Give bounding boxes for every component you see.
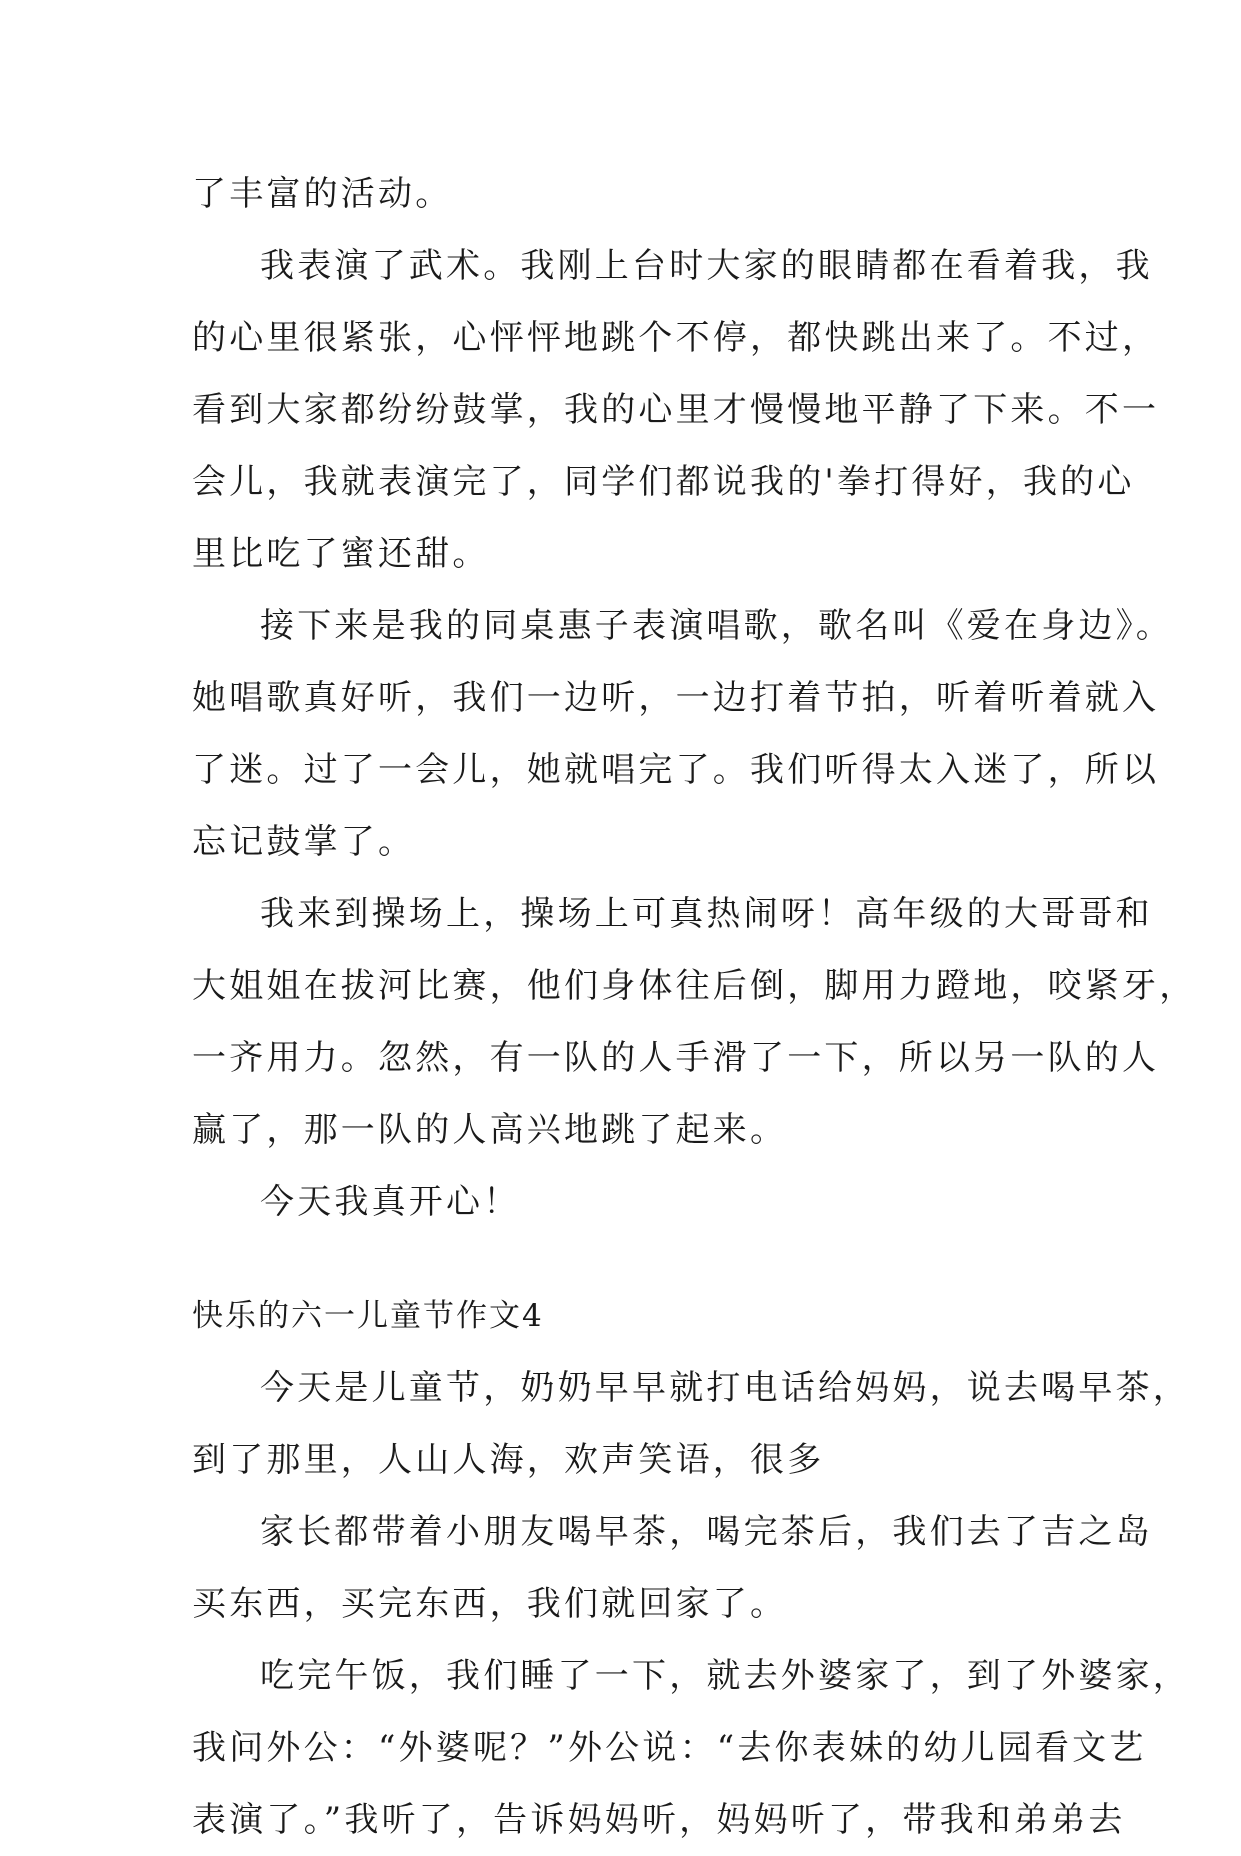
text-line: 到了那里，人山人海，欢声笑语，很多 [192,1440,825,1480]
section-gap [192,1238,1072,1280]
paragraph-start-line: 今天是儿童节，奶奶早早就打电话给妈妈，说去喝早茶， [260,1368,1190,1408]
paragraph-start-line: 我表演了武术。我刚上台时大家的眼睛都在看着我，我 [260,246,1153,286]
paragraph-start-line: 家长都带着小朋友喝早茶，喝完茶后，我们去了吉之岛 [260,1512,1153,1552]
text-line: 买东西，买完东西，我们就回家了。 [192,1584,788,1624]
text-line: 的心里很紧张，心怦怦地跳个不停，都快跳出来了。不过， [192,318,1160,358]
text-line: 一齐用力。忽然，有一队的人手滑了一下，所以另一队的人 [192,1038,1160,1078]
text-line: 会儿，我就表演完了，同学们都说我的'拳打得好，我的心 [192,462,1135,502]
text-line: 了迷。过了一会儿，她就唱完了。我们听得太入迷了，所以 [192,750,1160,790]
text-line: 她唱歌真好听，我们一边听，一边打着节拍，听着听着就入 [192,678,1160,718]
text-line: 看到大家都纷纷鼓掌，我的心里才慢慢地平静了下来。不一 [192,390,1160,430]
text-line: 忘记鼓掌了。 [192,822,416,862]
text-line: 大姐姐在拔河比赛，他们身体往后倒，脚用力蹬地，咬紧牙， [192,966,1197,1006]
paragraph-start-line: 接下来是我的同桌惠子表演唱歌，歌名叫《爱在身边》。 [260,606,1173,646]
text-line: 里比吃了蜜还甜。 [192,534,490,574]
paragraph-start-line: 今天我真开心！ [260,1182,521,1222]
paragraph-start-line: 我来到操场上，操场上可真热闹呀！高年级的大哥哥和 [260,894,1153,934]
text-line: 了丰富的活动。 [192,174,453,214]
text-line: 表演了。”我听了，告诉妈妈听，妈妈听了，带我和弟弟去 [192,1800,1126,1840]
text-line: 我问外公：“外婆呢？”外公说：“去你表妹的幼儿园看文艺 [192,1728,1147,1768]
section-heading: 快乐的六一儿童节作文4 [192,1298,544,1334]
essay-body [192,158,1197,1856]
paragraph-start-line: 吃完午饭，我们睡了一下，就去外婆家了，到了外婆家， [260,1656,1190,1696]
text-line: 赢了，那一队的人高兴地跳了起来。 [192,1110,788,1150]
